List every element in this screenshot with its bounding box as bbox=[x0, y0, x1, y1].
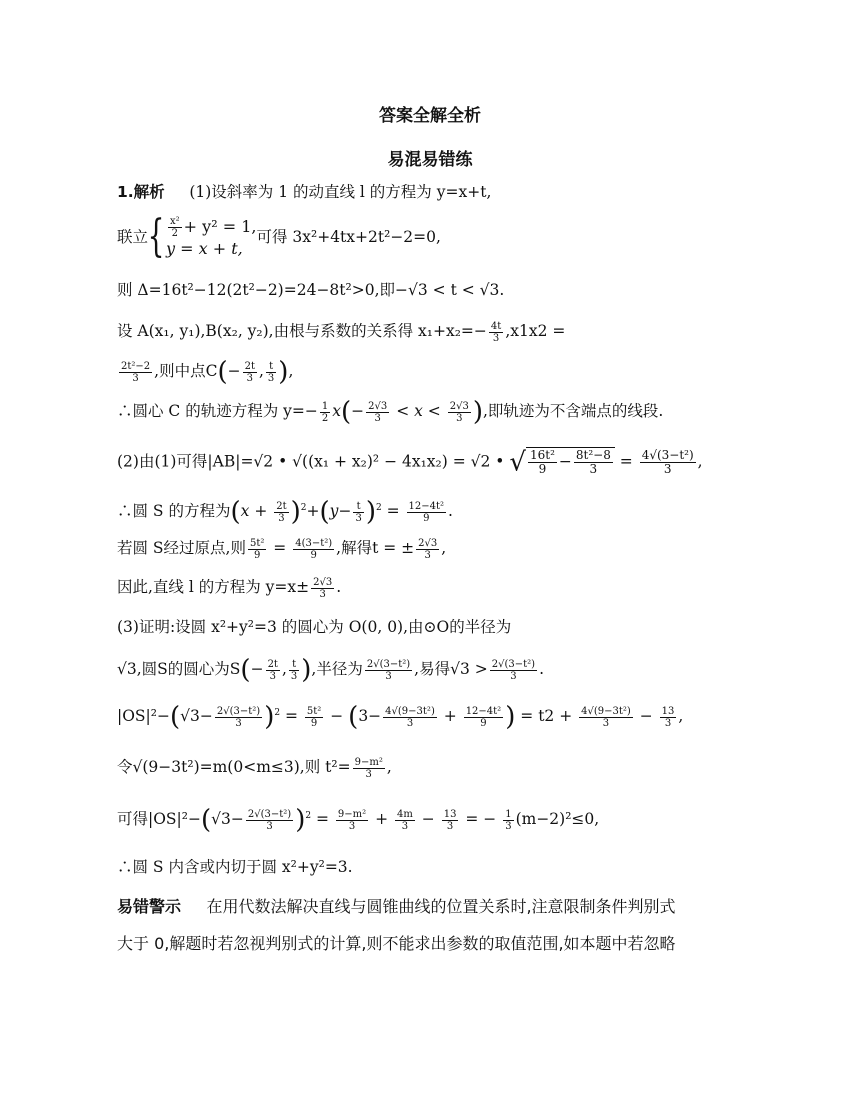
vieta-text: 设 A(x₁, y₁),B(x₂, y₂),由根与系数的关系得 x₁+x₂=− bbox=[117, 322, 487, 340]
origin-text: 若圆 S经过原点,则 bbox=[117, 539, 246, 557]
fraction: $\frac{t}{3}$ bbox=[355, 500, 362, 524]
equation-system bbox=[166, 216, 256, 259]
solution-line-7: (2)由(1)可得|AB|=√2 • √((x₁ + x₂)² − 4x₁x₂) = √2 • √ $\frac{\text{16t²}}{9}$ − $\frac{\text{8t²−8}}{3}$ = $\frac{\text{4√(3−t²)}}{3}$ , bbox=[117, 447, 703, 478]
warning-line-1 bbox=[117, 896, 676, 918]
solution-line-12: √3,圆S的圆心为S(− $\frac{2t}{3}$ , $\frac{t}{3}$ ),半径为 $\frac{\text{2√(3−t²)}}{3}$ ,易得√3 > $\frac{\text{2√(3−t²)}}{3}$ . bbox=[117, 655, 545, 685]
solution-line-16: ∴圆 S 内含或内切于圆 x²+y²=3. bbox=[117, 858, 353, 876]
locus-conclusion: ,即轨迹为不含端点的线段. bbox=[482, 402, 664, 420]
fraction: $\frac{13}{3}$ bbox=[661, 705, 675, 729]
solution-text-1: (1)设斜率为 1 的动直线 l 的方程为 y=x+t, bbox=[189, 183, 492, 201]
warning-line-2: 大于 0,解题时若忽视判别式的计算,则不能求出参数的取值范围,如本题中若忽略 bbox=[117, 934, 676, 953]
fraction: $\frac{\text{x²}}{2}$ bbox=[170, 215, 180, 239]
final-distance-text: 可得|OS|²− bbox=[117, 810, 201, 828]
fraction: $\frac{\text{2√(3−t²)}}{3}$ bbox=[491, 658, 536, 682]
fraction: $\frac{\text{4√(3−t²)}}{3}$ bbox=[641, 448, 694, 476]
system-prefix: 联立 bbox=[117, 228, 149, 246]
fraction: $\frac{\text{12−4t²}}{9}$ bbox=[408, 500, 445, 524]
fraction: $\frac{2√3}{3}$ bbox=[449, 400, 469, 424]
solution-line-10: 因此,直线 l 的方程为 y=x± $\frac{2√3}{3}$ . bbox=[117, 576, 342, 600]
fraction: $\frac{\text{2√(3−t²)}}{3}$ bbox=[366, 658, 411, 682]
substitution-text: 令√(9−3t²)=m(0<m≤3),则 t²= bbox=[117, 758, 351, 776]
warning-text: 在用代数法解决直线与圆锥曲线的位置关系时,注意限制条件判别式 bbox=[206, 897, 676, 916]
warning-label: 易错警示 bbox=[117, 897, 182, 916]
solution-line-15: 可得|OS|²−(√3− $\frac{\text{2√(3−t²)}}{3}$ )$^2$ = $\frac{\text{9−m²}}{3}$ + $\frac{4m}{3}$ − $\frac{13}{3}$ = − $\frac{1}{3}$ (m−2)²≤0, bbox=[117, 805, 600, 835]
fraction: $\frac{\text{16t²}}{9}$ bbox=[529, 448, 555, 476]
brace-glyph: { bbox=[147, 211, 165, 262]
center-text: √3,圆S的圆心为S bbox=[117, 660, 241, 678]
fraction: $\frac{\text{8t²−8}}{3}$ bbox=[575, 448, 611, 476]
fraction: $\frac{\text{2√(3−t²)}}{3}$ bbox=[216, 705, 261, 729]
inequality-text: (m−2)²≤0, bbox=[515, 810, 600, 828]
fraction: $\frac{t}{3}$ bbox=[290, 658, 298, 682]
fraction: $\frac{\text{5t²}}{9}$ bbox=[306, 705, 322, 729]
fraction: $\frac{4t}{3}$ bbox=[490, 320, 502, 344]
line-equation-text: 因此,直线 l 的方程为 y=x± bbox=[117, 578, 310, 596]
solution-line-3: 则 Δ=16t²−12(2t²−2)=24−8t²>0,即−√3 < t < √3. bbox=[117, 281, 505, 299]
section-title: 易混易错练 bbox=[387, 150, 473, 170]
fraction: $\frac{\text{5t²}}{9}$ bbox=[249, 537, 265, 561]
solution-line-13: |OS|²−(√3− $\frac{\text{2√(3−t²)}}{3}$ )$^2$ = $\frac{\text{5t²}}{9}$ − (3− $\frac{\text{4√(9−3t²)}}{3}$ + $\frac{\text{12−4t²}}{9}$ ) = t2 + $\frac{\text{4√(9−3t²)}}{3}$ − $\frac{13}{3}$ , bbox=[117, 702, 684, 732]
solution-line-5: $\frac{\text{2t²−2}}{3}$ ,则中点C(− $\frac{2t}{3}$ , $\frac{t}{3}$ ), bbox=[121, 357, 294, 387]
solution-line-2 bbox=[117, 211, 441, 262]
solution-line-8: ∴圆 S 的方程为(x + $\frac{2t}{3}$ )$^2$+(y− $\frac{t}{3}$ )$^2$ = $\frac{\text{12−4t²}}{9}$ . bbox=[117, 497, 453, 527]
fraction: $\frac{\text{9−m²}}{3}$ bbox=[354, 756, 383, 780]
fraction: $\frac{2t}{3}$ bbox=[276, 500, 287, 524]
solution-line-6: ∴圆心 C 的轨迹方程为 y=− $\frac{1}{2}$ x(− $\frac{2√3}{3}$ < x < $\frac{2√3}{3}$ ),即轨迹为不含端点的线段. bbox=[117, 397, 664, 427]
fraction: $\frac{1}{3}$ bbox=[505, 808, 512, 832]
solution-line-14: 令√(9−3t²)=m(0<m≤3),则 t²= $\frac{\text{9−m²}}{3}$ , bbox=[117, 756, 392, 780]
locus-text: ∴圆心 C 的轨迹方程为 y=− bbox=[117, 402, 318, 420]
solution-line-4 bbox=[117, 320, 565, 344]
solve-text: ,解得t = ± bbox=[336, 539, 415, 557]
fraction: $\frac{\text{2t²−2}}{3}$ bbox=[121, 360, 151, 384]
fraction: $\frac{2√3}{3}$ bbox=[418, 537, 438, 561]
fraction: $\frac{2√3}{3}$ bbox=[368, 400, 388, 424]
circle-equation-text: ∴圆 S 的方程为 bbox=[117, 502, 231, 520]
midpoint-text: ,则中点C bbox=[154, 362, 218, 380]
fraction: $\frac{13}{3}$ bbox=[443, 808, 457, 832]
fraction: $\frac{\text{12−4t²}}{9}$ bbox=[465, 705, 502, 729]
expansion-text: = t2 + bbox=[520, 707, 573, 725]
fraction: $\frac{2√3}{3}$ bbox=[313, 576, 333, 600]
fraction: $\frac{\text{2√(3−t²)}}{3}$ bbox=[247, 808, 292, 832]
solution-label: 1.解析 bbox=[117, 183, 165, 201]
fraction: $\frac{\text{4(3−t²)}}{9}$ bbox=[295, 537, 333, 561]
fraction: $\frac{2t}{3}$ bbox=[244, 360, 255, 384]
fraction: $\frac{\text{4√(9−3t²)}}{3}$ bbox=[581, 705, 631, 729]
distance-text: |OS|²− bbox=[117, 707, 170, 725]
solution-line-11: (3)证明:设圆 x²+y²=3 的圆心为 O(0, 0),由⊙O的半径为 bbox=[117, 618, 512, 636]
equation-2: y = x + t, bbox=[166, 238, 243, 258]
solution-line-9: 若圆 S经过原点,则 $\frac{\text{5t²}}{9}$ = $\frac{\text{4(3−t²)}}{9}$ ,解得t = ± $\frac{2√3}{3}$ , bbox=[117, 537, 447, 561]
vieta-tail: ,x1x2 = bbox=[505, 322, 566, 340]
fraction: $\frac{\text{4√(9−3t²)}}{3}$ bbox=[385, 705, 435, 729]
fraction: $\frac{1}{2}$ bbox=[321, 400, 329, 424]
chord-length-text: (2)由(1)可得|AB|=√2 • √((x₁ + x₂)² − 4x₁x₂) = √2 • bbox=[117, 452, 505, 471]
system-result: 可得 3x²+4tx+2t²−2=0, bbox=[256, 228, 441, 246]
page-title: 答案全解全析 bbox=[379, 106, 481, 126]
fraction: $\frac{\text{9−m²}}{3}$ bbox=[337, 808, 367, 832]
fraction: $\frac{4m}{3}$ bbox=[397, 808, 413, 832]
solution-line-1 bbox=[117, 181, 491, 203]
fraction: $\frac{t}{3}$ bbox=[267, 360, 275, 384]
equation-1-tail: + y² = 1, bbox=[183, 216, 257, 236]
fraction: $\frac{2t}{3}$ bbox=[267, 658, 278, 682]
radius-text: ,半径为 bbox=[311, 660, 363, 678]
compare-text: ,易得√3 > bbox=[414, 660, 488, 678]
